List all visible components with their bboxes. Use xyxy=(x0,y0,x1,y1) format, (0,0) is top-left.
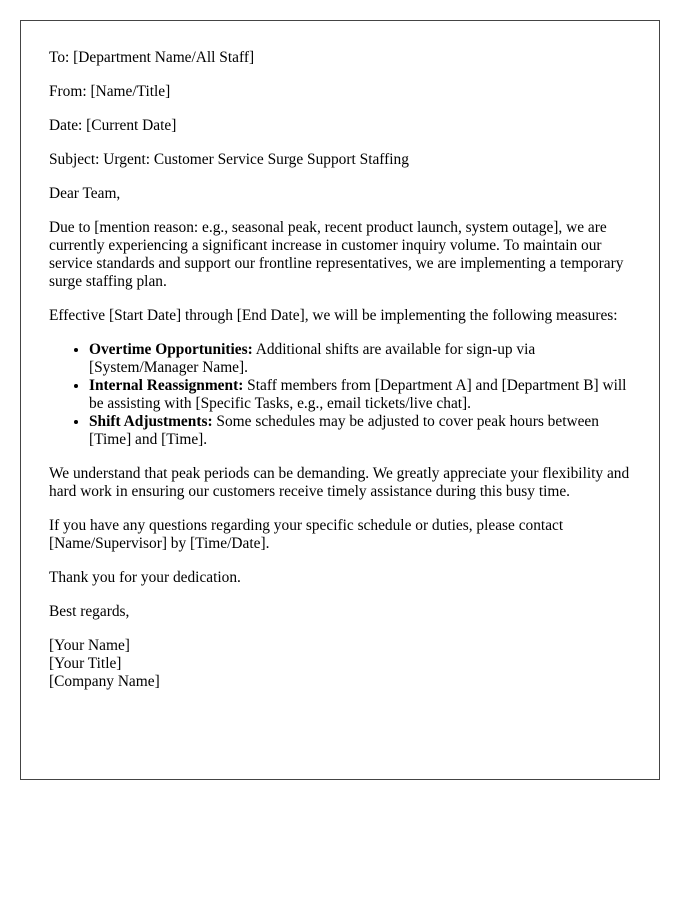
memo-to-line: To: [Department Name/All Staff] xyxy=(49,49,255,66)
memo-effective-paragraph: Effective [Start Date] through [End Date], we will be implementing the following measures: xyxy=(49,307,618,324)
memo-body xyxy=(49,49,639,691)
measure-text: Staff members from [Department A] and [Department B] will be assisting with [Specific Tasks, e.g., email tickets/live chat]. xyxy=(89,377,627,412)
memo-page xyxy=(20,20,660,780)
measure-text: Additional shifts are available for sign-up via [System/Manager Name]. xyxy=(89,341,536,376)
memo-subject-line: Subject: Urgent: Customer Service Surge Support Staffing xyxy=(49,151,409,168)
memo-salutation: Dear Team, xyxy=(49,185,121,202)
memo-appreciation-paragraph: We understand that peak periods can be demanding. We greatly appreciate your flexibility and hard work in ensuring our customers receive timely assistance during this busy time. xyxy=(49,465,630,500)
measure-text: Some schedules may be adjusted to cover peak hours between [Time] and [Time]. xyxy=(89,413,599,448)
measure-item-shift-adjustments xyxy=(89,413,639,449)
memo-thanks: Thank you for your dedication. xyxy=(49,569,241,586)
measure-title: Shift Adjustments: xyxy=(89,413,213,430)
memo-questions-paragraph: If you have any questions regarding your specific schedule or duties, please contact [Name/Supervisor] by [Time/Date]. xyxy=(49,517,564,552)
signature-title: [Your Title] xyxy=(49,655,122,672)
measure-item-reassignment xyxy=(89,377,639,413)
measure-title: Overtime Opportunities: xyxy=(89,341,253,358)
memo-from-line: From: [Name/Title] xyxy=(49,83,171,100)
memo-intro-paragraph: Due to [mention reason: e.g., seasonal peak, recent product launch, system outage], we are currently experiencing a significant increase in customer inquiry volume. To maintain our service standards and support our frontline representatives, we are implementing a temporary surge staffing plan. xyxy=(49,219,624,290)
measures-list xyxy=(49,341,639,449)
measure-title: Internal Reassignment: xyxy=(89,377,244,394)
memo-closing: Best regards, xyxy=(49,603,130,620)
measure-item-overtime xyxy=(89,341,639,377)
signature-company: [Company Name] xyxy=(49,673,160,690)
signature-block xyxy=(49,637,639,691)
signature-name: [Your Name] xyxy=(49,637,130,654)
memo-date-line: Date: [Current Date] xyxy=(49,117,177,134)
